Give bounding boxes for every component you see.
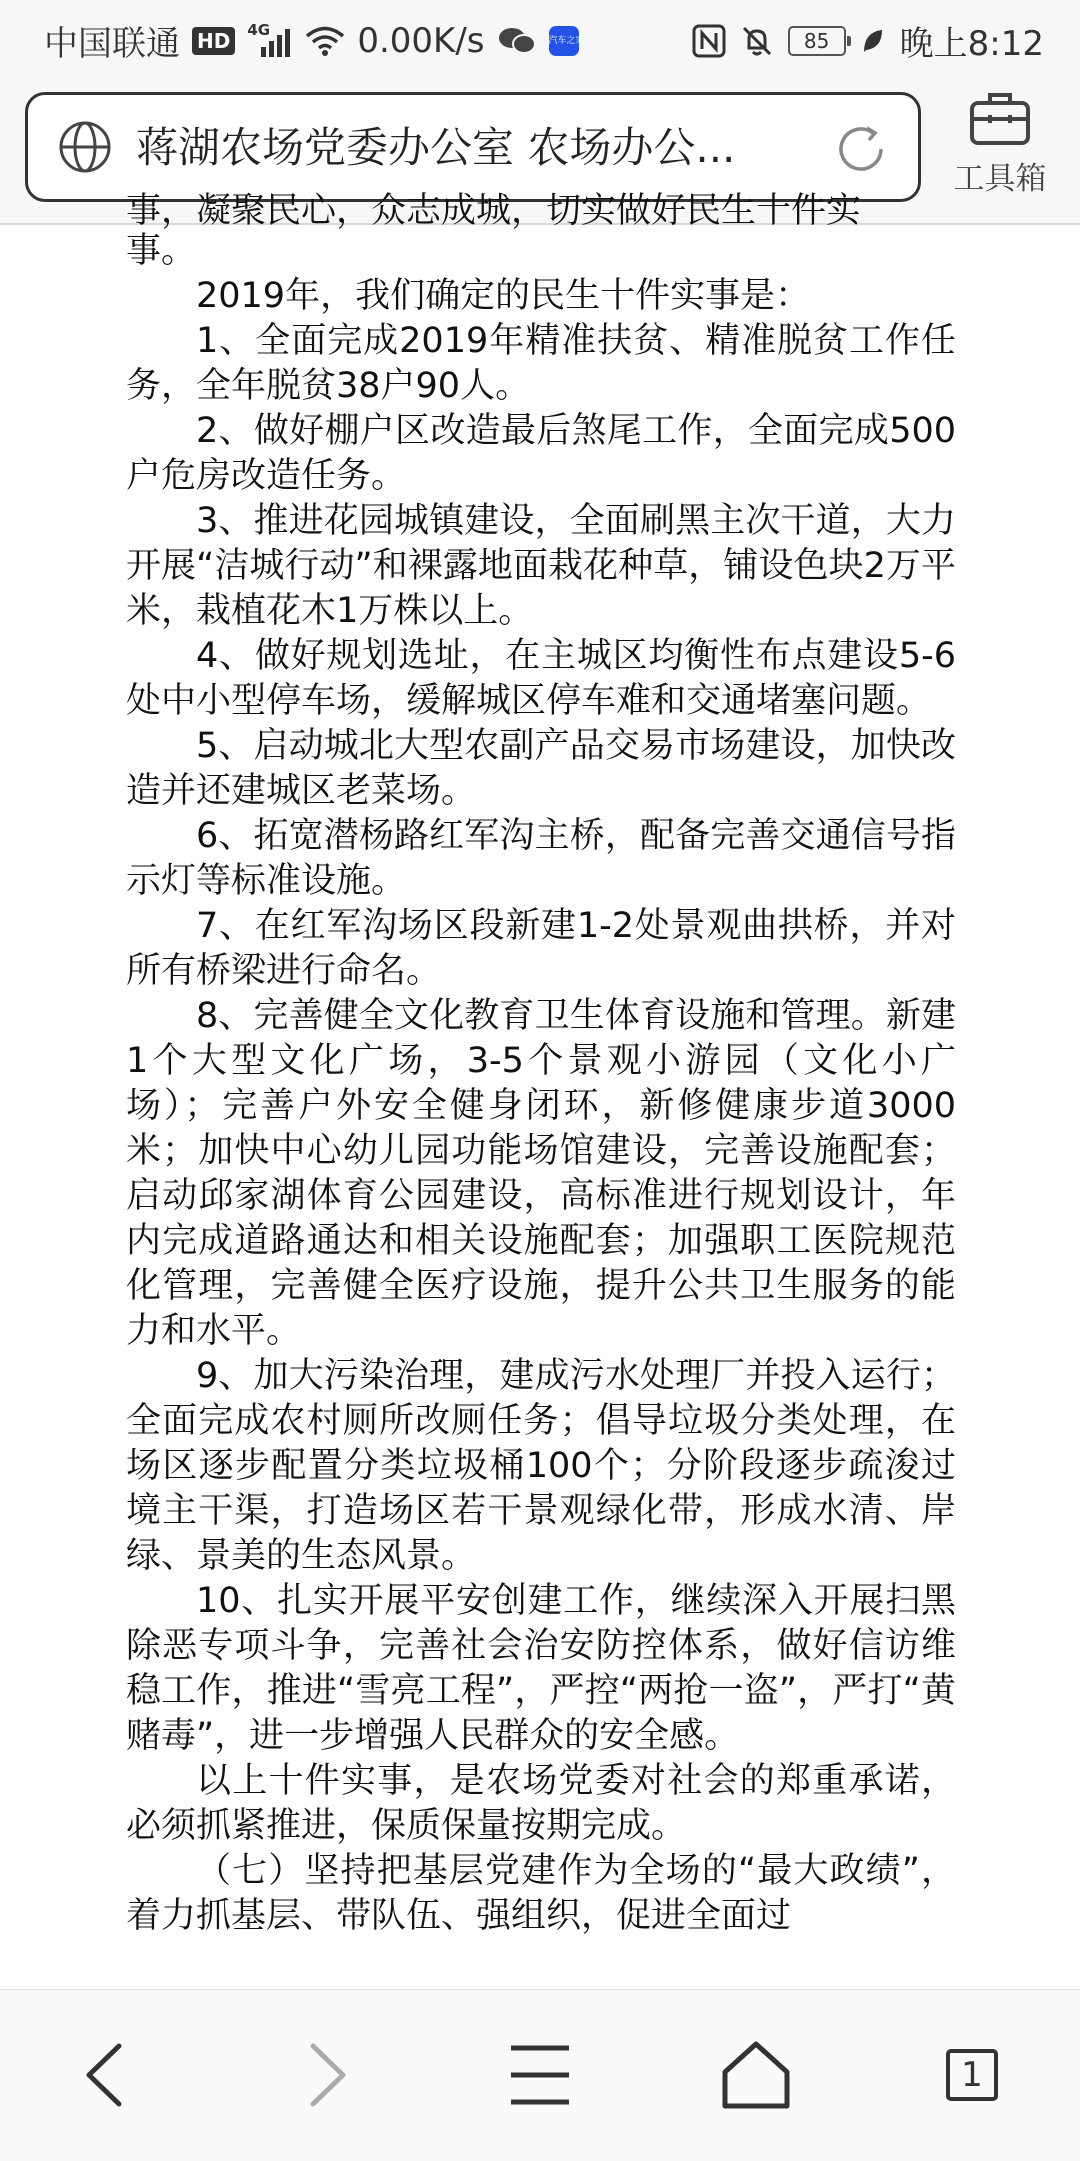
- toolbox-label: 工具箱: [953, 161, 1047, 197]
- home-button[interactable]: [711, 2030, 801, 2120]
- signal-icon: [247, 20, 293, 57]
- status-right: [692, 16, 1044, 65]
- network-speed: 0.00K/s: [357, 20, 485, 61]
- globe-icon: [58, 120, 112, 174]
- nfc-icon: [692, 24, 726, 58]
- address-bar[interactable]: [25, 92, 921, 202]
- article-body: [126, 191, 956, 1939]
- status-left: [44, 16, 585, 65]
- tabs-button[interactable]: [927, 2030, 1017, 2120]
- article-content[interactable]: [0, 191, 1080, 1989]
- article-paragraph: 9、加大污染治理，建成污水处理厂并投入运行；全面完成农村厕所改厕任务；倡导垃圾分类处理，在场区逐步配置分类垃圾桶100个；分阶段逐步疏浚过境主干渠，打造场区若干景观绿化带，形成水清、岸绿、景美的生态风景。: [126, 1356, 956, 1576]
- refresh-icon[interactable]: [832, 120, 890, 178]
- article-paragraph: （七）坚持把基层党建作为全场的“最大政绩”，着力抓基层、带队伍、强组织，促进全面过: [126, 1851, 956, 1936]
- status-bar: [0, 0, 1080, 75]
- article-paragraph: 3、推进花园城镇建设，全面刷黑主次干道，大力开展“洁城行动”和裸露地面栽花种草，铺设色块2万平米，栽植花木1万株以上。: [126, 501, 956, 631]
- page-title-url[interactable]: 蒋湖农场党委办公室 农场办公...: [136, 123, 736, 172]
- autohome-app-icon: 汽车之家: [549, 26, 579, 56]
- article-paragraph: 4、做好规划选址，在主城区均衡性布点建设5-6处中小型停车场，缓解城区停车难和交通堵塞问题。: [126, 636, 956, 721]
- article-paragraph: 8、完善健全文化教育卫生体育设施和管理。新建1个大型文化广场，3-5个景观小游园（文化小广场）；完善户外安全健身闭环，新修健康步道3000米；加快中心幼儿园功能场馆建设，完善设施配套；启动邱家湖体育公园建设，高标准进行规划设计，年内完成道路通达和相关设施配套；加强职工医院规范化管理，完善健全医疗设施，提升公共卫生服务的能力和水平。: [126, 996, 956, 1351]
- menu-icon: [495, 2030, 585, 2120]
- mute-bell-icon: [740, 24, 774, 58]
- article-paragraph: 7、在红军沟场区段新建1-2处景观曲拱桥，并对所有桥梁进行命名。: [126, 906, 956, 991]
- carrier-name: 中国联通: [44, 24, 180, 64]
- article-paragraph: 1、全面完成2019年精准扶贫、精准脱贫工作任务，全年脱贫38户90人。: [126, 321, 956, 406]
- article-paragraph: 2、做好棚户区改造最后煞尾工作，全面完成500户危房改造任务。: [126, 411, 956, 496]
- article-paragraph: 5、启动城北大型农副产品交易市场建设，加快改造并还建城区老菜场。: [126, 726, 956, 811]
- network-type: 4G: [247, 20, 271, 39]
- article-paragraph: 10、扎实开展平安创建工作，继续深入开展扫黑除恶专项斗争，完善社会治安防控体系，做好信访维稳工作，推进“雪亮工程”，严控“两抢一盗”，严打“黄赌毒”，进一步增强人民群众的安全感。: [126, 1581, 956, 1756]
- article-paragraph: 6、拓宽潜杨路红军沟主桥，配备完善交通信号指示灯等标准设施。: [126, 816, 956, 901]
- forward-button[interactable]: [279, 2030, 369, 2120]
- clock: 晚上8:12: [899, 24, 1044, 64]
- menu-button[interactable]: [495, 2030, 585, 2120]
- article-cut-line: 事，凝聚民心，众志成城，切实做好民生十件实: [126, 191, 862, 231]
- back-arrow-icon: [63, 2030, 153, 2120]
- toolbox-icon: [968, 89, 1032, 147]
- leaf-icon: [860, 26, 886, 56]
- article-paragraph: 2019年，我们确定的民生十件实事是：: [196, 276, 811, 316]
- battery-icon: 85: [788, 26, 846, 56]
- wifi-icon: [305, 25, 345, 57]
- hd-badge: HD: [192, 27, 235, 55]
- forward-arrow-icon: [279, 2030, 369, 2120]
- back-button[interactable]: [63, 2030, 153, 2120]
- home-icon: [711, 2030, 801, 2120]
- article-paragraph: 以上十件实事，是农场党委对社会的郑重承诺，必须抓紧推进，保质保量按期完成。: [126, 1761, 956, 1846]
- tab-count-badge: 1: [946, 2049, 998, 2101]
- wechat-icon: [497, 25, 537, 57]
- bottom-nav-bar: [0, 1989, 1080, 2161]
- article-paragraph: 事。: [126, 231, 197, 271]
- toolbox-button[interactable]: [938, 89, 1062, 209]
